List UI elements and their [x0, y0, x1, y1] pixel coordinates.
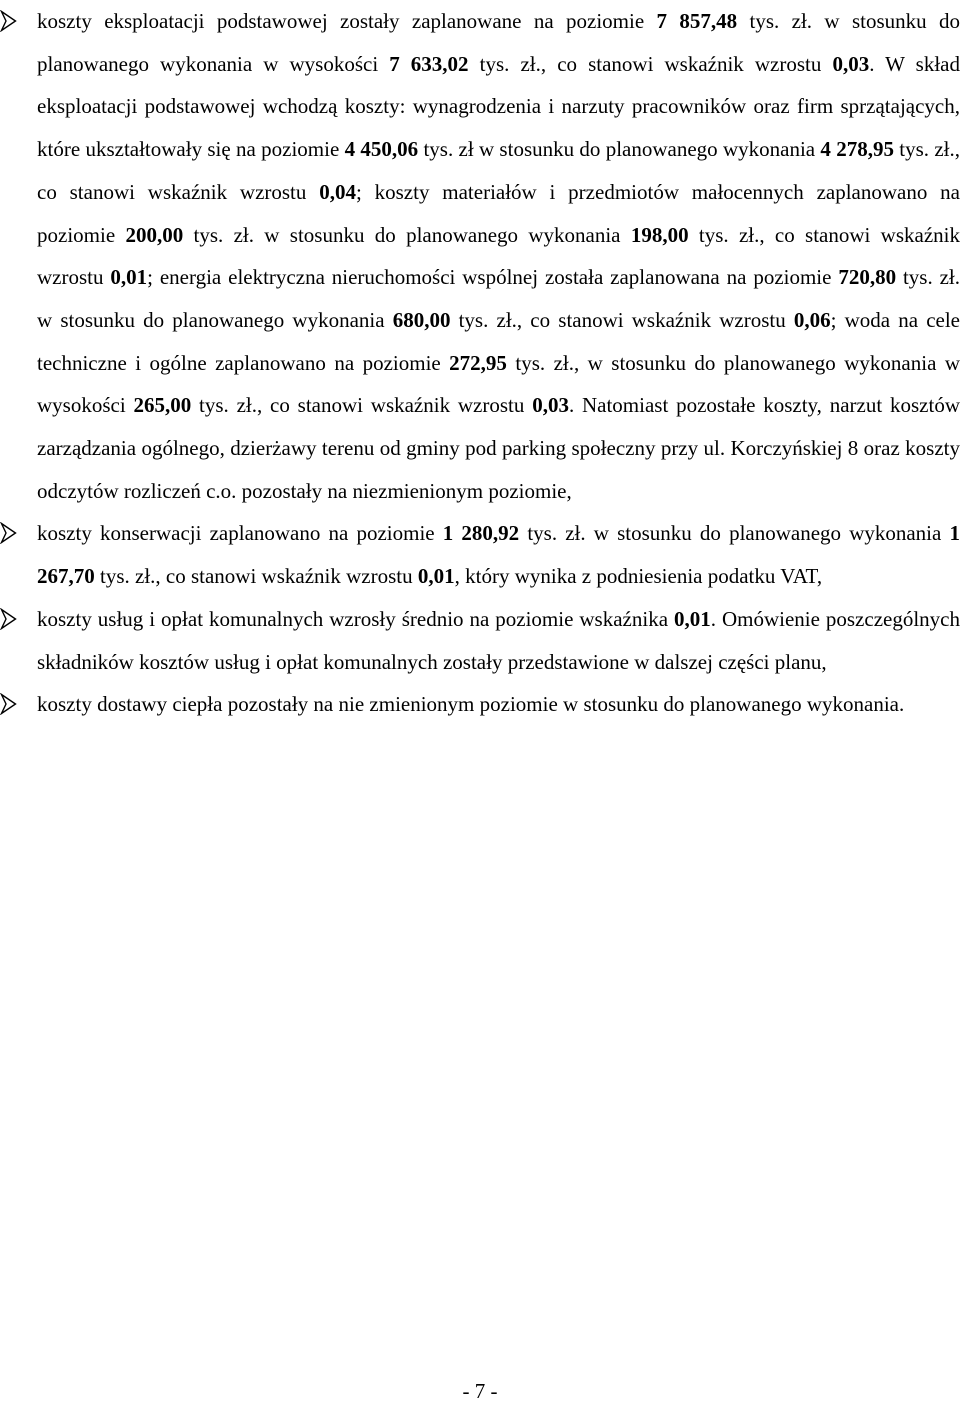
bold-value: 272,95 [449, 350, 507, 375]
bold-value: 680,00 [392, 307, 451, 332]
text-run: . Omówienie poszczególnych składników kosztów usług i opłat komunalnych zostały przedstawione w dalszej części planu, [37, 606, 960, 674]
text-run: tys. zł., co stanowi wskaźnik wzrostu [37, 137, 960, 204]
bold-value: 0,04 [319, 179, 356, 204]
bold-value: 4 278,95 [820, 137, 894, 162]
bold-value: 265,00 [133, 393, 192, 418]
arrowhead-bullet-icon [0, 10, 17, 32]
bold-value: 0,06 [793, 307, 831, 332]
bold-value: 0,03 [832, 51, 870, 76]
list-item [0, 683, 960, 726]
list-item [0, 598, 960, 683]
bold-value: 7 633,02 [389, 51, 469, 76]
bold-value: 0,01 [673, 606, 711, 631]
bold-value: 198,00 [630, 222, 689, 247]
text-run: koszty eksploatacji podstawowej zostały zaplanowane na poziomie [37, 9, 657, 33]
text-run: tys. zł., w stosunku do planowanego wykonania w wysokości [37, 350, 960, 418]
text-run: koszty usług i opłat komunalnych wzrosły średnio na poziomie wskaźnika [37, 606, 674, 631]
text-run: tys. zł., co stanowi wskaźnik wzrostu [94, 564, 418, 589]
text-run: tys. zł w stosunku do planowanego wykonania [418, 137, 821, 162]
arrowhead-bullet-icon [0, 693, 17, 715]
text-run: koszty konserwacji zaplanowano na poziomie [37, 521, 443, 546]
list-item [0, 0, 960, 512]
text-run: , który wynika z podniesienia podatku VAT, [454, 564, 823, 589]
text-run: ; koszty materiałów i przedmiotów małocennych zaplanowano na poziomie [37, 179, 960, 247]
text-run: koszty dostawy ciepła pozostały na nie zmienionym poziomie w stosunku do planowanego wykonania. [37, 692, 905, 717]
bold-value: 720,80 [838, 265, 897, 290]
bold-value: 0,03 [532, 393, 569, 418]
text-run: . W skład eksploatacji podstawowej wchodzą koszty: wynagrodzenia i narzuty pracowników oraz firm sprzątających, które ukształtowały się na poziomie [37, 51, 960, 162]
text-run: tys. zł., co stanowi wskaźnik wzrostu [191, 393, 533, 418]
list-item [0, 512, 960, 597]
list-item-text [37, 607, 960, 674]
arrowhead-bullet-icon [0, 522, 17, 544]
text-run: tys. zł. w stosunku do planowanego wykonania [183, 222, 631, 247]
list-item-text [37, 521, 960, 588]
text-run: tys. zł., co stanowi wskaźnik wzrostu [468, 51, 833, 76]
list-item-text [37, 9, 960, 503]
page-number: - 7 - [462, 1379, 498, 1403]
bold-value: 1 280,92 [442, 521, 520, 546]
bold-value: 0,01 [417, 564, 455, 589]
bold-value: 0,01 [110, 265, 148, 290]
text-run: tys. zł. w stosunku do planowanego wykonania [519, 521, 950, 546]
list-item-text [37, 692, 904, 716]
text-run: ; woda na cele techniczne i ogólne zaplanowano na poziomie [37, 307, 960, 375]
text-run: ; energia elektryczna nieruchomości wspólnej została zaplanowana na poziomie [147, 265, 839, 290]
bold-value: 7 857,48 [656, 9, 738, 33]
text-run: tys. zł., co stanowi wskaźnik wzrostu [37, 222, 960, 290]
text-run: tys. zł. w stosunku do planowanego wykonania [37, 265, 960, 332]
bold-value: 4 450,06 [344, 137, 419, 162]
arrowhead-bullet-icon [0, 608, 17, 630]
bold-value: 1 267,70 [37, 521, 960, 589]
text-run: . Natomiast pozostałe koszty, narzut kosztów zarządzania ogólnego, dzierżawy terenu od gminy pod parking społeczny przy ul. Korczyńskiej 8 oraz koszty odczytów rozliczeń c.o. pozostały na niezmienionym poziomie, [37, 393, 960, 503]
text-run: tys. zł. w stosunku do planowanego wykonania w wysokości [37, 9, 960, 76]
bold-value: 200,00 [125, 222, 184, 247]
text-run: tys. zł., co stanowi wskaźnik wzrostu [450, 307, 794, 332]
